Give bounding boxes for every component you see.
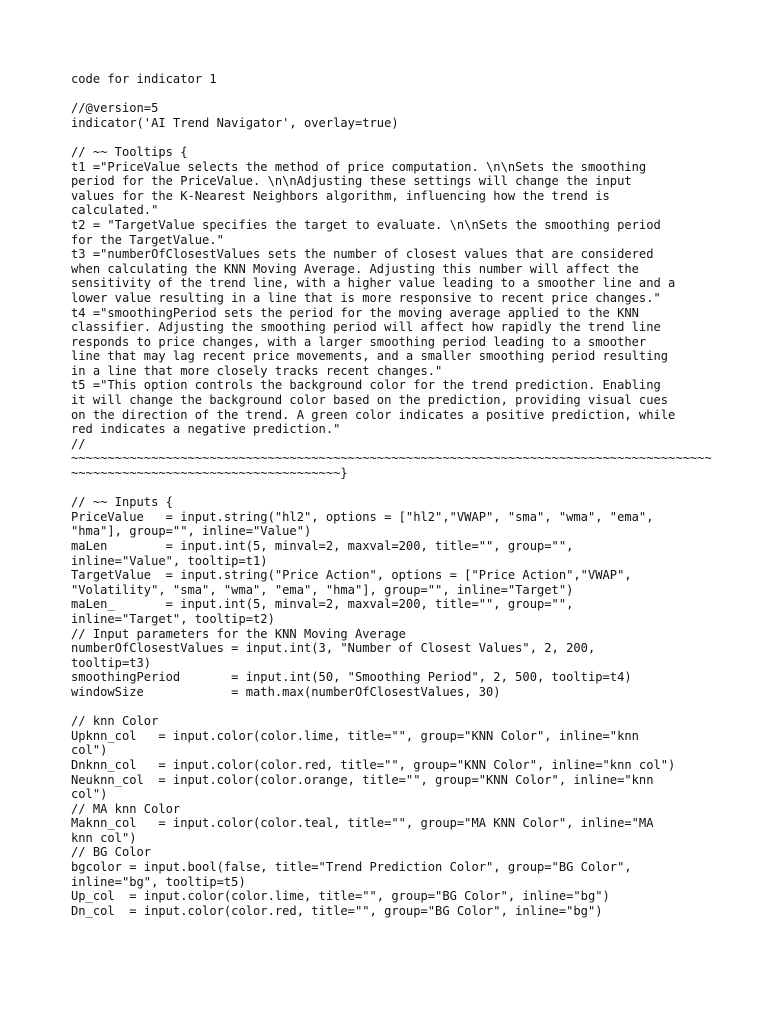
code-line: // ~~ Inputs { [71,495,173,510]
code-line: it will change the background color based on the prediction, providing visual cues [71,393,669,408]
code-line: // MA knn Color [71,801,181,816]
code-line: TargetValue = input.string("Price Action", options = ["Price Action","VWAP", [71,568,632,583]
code-line: t4 ="smoothingPeriod sets the period for the moving average applied to the KNN [71,305,639,320]
code-line: t5 ="This option controls the background color for the trend prediction. Enabling [71,378,661,393]
blank-line [71,130,711,145]
blank-line [71,700,711,715]
code-line: col") [71,743,108,758]
code-line: Neuknn_col = input.color(color.orange, title="", group="KNN Color", inline="knn [71,772,654,787]
code-text-block [71,72,711,918]
blank-line [71,481,711,496]
code-line: smoothingPeriod = input.int(50, "Smoothing Period", 2, 500, tooltip=t4) [71,670,632,685]
code-line: sensitivity of the trend line, with a higher value leading to a smoother line and a [71,276,676,291]
code-line: indicator('AI Trend Navigator', overlay=true) [71,115,399,130]
code-line: code for indicator 1 [71,72,217,86]
code-line: // knn Color [71,714,159,729]
code-line: values for the K-Nearest Neighbors algorithm, influencing how the trend is [71,188,610,203]
code-line: t3 ="numberOfClosestValues sets the number of closest values that are considered [71,247,654,262]
code-line: "hma"], group="", inline="Value") [71,524,312,539]
code-line: //@version=5 [71,101,159,116]
code-line: inline="Target", tooltip=t2) [71,611,275,626]
code-line: Up_col = input.color(color.lime, title="", group="BG Color", inline="bg") [71,889,610,904]
code-line: inline="Value", tooltip=t1) [71,553,268,568]
code-line: Maknn_col = input.color(color.teal, title="", group="MA KNN Color", inline="MA [71,816,654,831]
code-line: windowSize = math.max(numberOfClosestValues, 30) [71,684,501,699]
code-line: numberOfClosestValues = input.int(3, "Number of Closest Values", 2, 200, [71,641,596,656]
code-line: in a line that more closely tracks recent changes." [71,363,443,378]
code-line: Upknn_col = input.color(color.lime, title="", group="KNN Color", inline="knn [71,728,639,743]
code-line: red indicates a negative prediction." [71,422,341,437]
code-line: maLen = input.int(5, minval=2, maxval=200, title="", group="", [71,539,574,553]
code-line: knn col") [71,830,137,845]
code-line: for the TargetValue." [71,232,224,247]
code-line: // [71,436,86,451]
code-line: t2 = "TargetValue specifies the target to evaluate. \n\nSets the smoothing period [71,217,661,232]
code-line: responds to price changes, with a larger smoothing period leading to a smoother [71,334,647,349]
code-line: PriceValue = input.string("hl2", options = ["hl2","VWAP", "sma", "wma", "ema", [71,509,654,524]
code-line: lower value resulting in a line that is more responsive to recent price changes." [71,290,661,305]
code-line: classifier. Adjusting the smoothing period will affect how rapidly the trend line [71,320,661,335]
code-line: // BG Color [71,845,152,860]
code-line: on the direction of the trend. A green color indicates a positive prediction, while [71,407,676,422]
code-line: // ~~ Tooltips { [71,144,188,159]
code-line: when calculating the KNN Moving Average. Adjusting this number will affect the [71,261,639,276]
code-line: Dnknn_col = input.color(color.red, title="", group="KNN Color", inline="knn col") [71,757,676,772]
code-line: // Input parameters for the KNN Moving Average [71,626,406,641]
code-line: Dn_col = input.color(color.red, title="", group="BG Color", inline="bg") [71,903,603,918]
code-line: maLen_ = input.int(5, minval=2, maxval=200, title="", group="", [71,597,574,612]
code-line: ~~~~~~~~~~~~~~~~~~~~~~~~~~~~~~~~~~~~~~~~~~~~~~~~~~~~~~~~~~~~~~~~~~~~~~~~~~~~~~~~~~~~~~~~ [71,451,712,466]
code-line: t1 ="PriceValue selects the method of price computation. \n\nSets the smoothing [71,159,647,174]
code-line: col") [71,787,108,802]
code-line: inline="bg", tooltip=t5) [71,874,246,889]
code-line: line that may lag recent price movements, and a smaller smoothing period resulting [71,349,669,364]
code-line: "Volatility", "sma", "wma", "ema", "hma"], group="", inline="Target") [71,582,574,597]
code-line: tooltip=t3) [71,655,152,670]
code-line: calculated." [71,203,159,218]
code-line: period for the PriceValue. \n\nAdjusting these settings will change the input [71,174,632,189]
blank-line [71,87,711,102]
code-line: ~~~~~~~~~~~~~~~~~~~~~~~~~~~~~~~~~~~~~} [71,466,348,481]
code-line: bgcolor = input.bool(false, title="Trend Prediction Color", group="BG Color", [71,860,632,875]
